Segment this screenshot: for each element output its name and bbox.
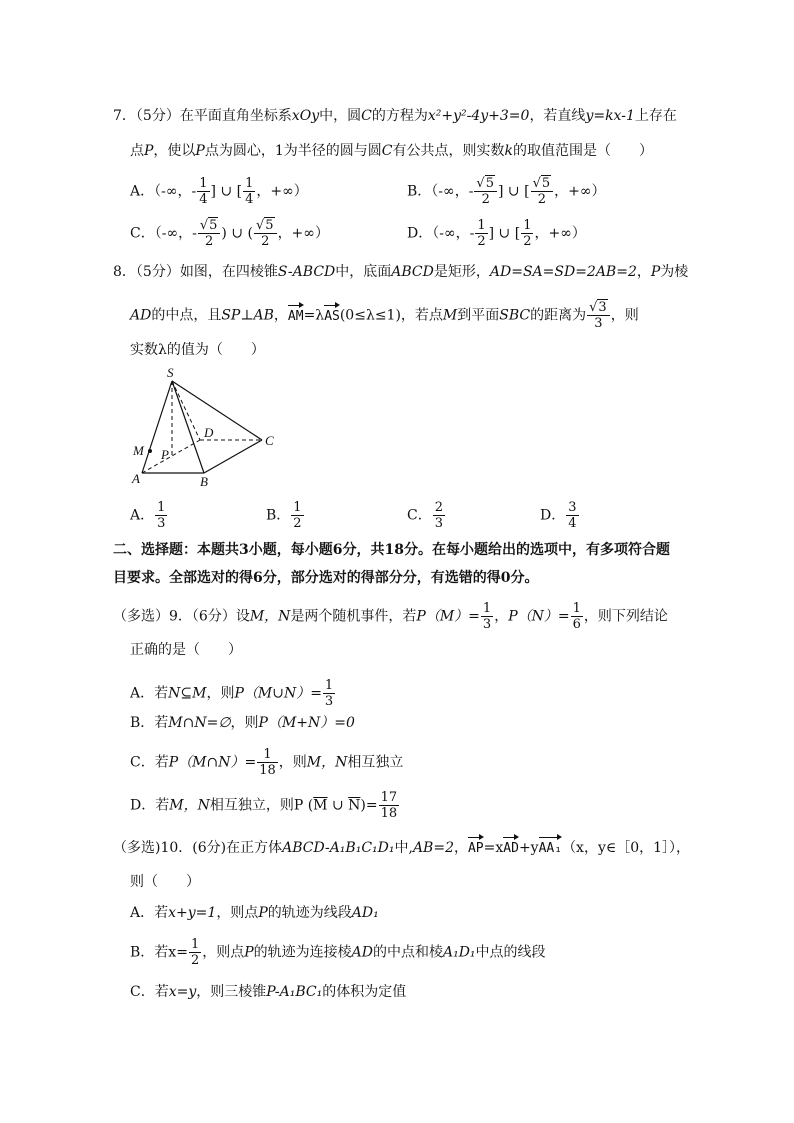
fraction [291, 500, 303, 531]
text: ∪ [327, 797, 349, 814]
text: ] ∪ [ [488, 225, 521, 242]
text: =λ [303, 307, 325, 324]
text: 到平面 [457, 307, 500, 324]
text: 的体积为定值 [322, 984, 407, 1000]
text: ， [273, 307, 288, 324]
text: ，+∞） [256, 183, 308, 200]
equation: x²+y²-4y+3=0 [427, 108, 530, 124]
text: 中，底面 [335, 264, 392, 280]
numerator: 1 [572, 601, 581, 616]
text: B．若 [130, 715, 169, 731]
text: ，+∞） [554, 183, 606, 200]
option-label: A． [130, 183, 155, 200]
math: N⊆M [168, 685, 207, 702]
q7-option-a [130, 176, 308, 207]
text: 的轨迹为线段 [267, 905, 352, 921]
text: 相互独立 [347, 754, 404, 771]
label-D: D [204, 425, 214, 440]
text: )= [360, 797, 378, 814]
q7-option-d [407, 218, 586, 249]
math: k [504, 143, 513, 159]
text: （-∞，- [431, 183, 474, 200]
math: SP⊥AB [221, 307, 274, 324]
q8-line-1 [113, 262, 688, 282]
text: ，则 [230, 715, 259, 731]
numerator: 1 [482, 601, 492, 616]
fraction [521, 218, 533, 249]
fraction [474, 176, 497, 207]
numerator: 1 [523, 218, 532, 233]
fraction [197, 176, 209, 207]
denominator: 2 [204, 234, 214, 249]
math: ABCD [391, 264, 434, 280]
numerator: 1 [293, 500, 302, 515]
text: 相互独立，则 [209, 797, 294, 814]
text: ，则点 [216, 905, 259, 921]
text: 实数λ的值为（ ） [130, 342, 265, 358]
numerator: √5 [198, 218, 221, 234]
numerator: 1 [190, 937, 200, 952]
complement-M: $\overline{M}$ [313, 797, 328, 814]
q9-option-b [130, 713, 355, 733]
math: P（M）= [416, 608, 480, 625]
q8-option-b [266, 500, 305, 531]
text: =x [483, 840, 504, 856]
option-label: C． [407, 507, 432, 524]
math: AD [351, 944, 373, 961]
math: M∩N=∅ [168, 715, 231, 731]
text: 的中点和棱 [372, 944, 443, 961]
text: ，则 [278, 754, 307, 771]
numerator: 2 [434, 500, 443, 515]
fraction [481, 601, 493, 632]
q9-option-d [130, 790, 400, 821]
math: x= [168, 944, 188, 961]
math: AD [130, 307, 152, 324]
text: （-∞，- [432, 225, 475, 242]
math: M，N [306, 754, 348, 771]
denominator: 3 [157, 516, 166, 531]
math: A₁D₁ [442, 944, 476, 961]
text: （-∞，- [154, 183, 197, 200]
q9-line-2: 正确的是（ ） [130, 642, 242, 658]
fraction [571, 601, 583, 632]
label-B: B [200, 474, 208, 489]
q10-line-1 [113, 835, 690, 859]
math: P-A₁BC₁ [266, 984, 323, 1000]
math: P（M+N）=0 [258, 715, 355, 731]
fraction [257, 747, 278, 778]
q10-option-c [130, 982, 406, 1002]
math: S-ABCD [277, 264, 336, 280]
edge-SC [172, 381, 262, 440]
math: M，N [249, 608, 291, 625]
option-label: D． [407, 225, 433, 242]
fraction [531, 176, 554, 207]
math: SBC [499, 307, 531, 324]
text: C．若 [130, 754, 169, 771]
text: ，则三棱锥 [196, 984, 267, 1000]
text: ] ∪ [ [498, 183, 530, 200]
numerator: √5 [254, 218, 277, 234]
text: 中点的线段 [475, 944, 546, 961]
text: 7．（5分）在平面直角坐标系 [113, 108, 292, 124]
label-C: C [265, 433, 274, 448]
denominator: 3 [594, 316, 603, 331]
math: C [361, 108, 372, 124]
denominator: 18 [380, 806, 398, 821]
numerator: 3 [568, 500, 577, 515]
text: 是两个随机事件，若 [290, 608, 417, 625]
math: P（M∪N）= [234, 685, 322, 702]
q9-option-c [130, 747, 403, 778]
pyramid-figure [130, 365, 290, 490]
fraction [379, 790, 400, 821]
equation: AD=SA=SD=2AB=2 [489, 264, 637, 280]
denominator: 18 [259, 763, 276, 778]
math: P（N）= [508, 608, 570, 625]
math: xOy [291, 108, 320, 124]
label-S: S [167, 365, 174, 380]
text: 有公共点，则实数 [392, 143, 505, 159]
math: P [650, 264, 661, 280]
q9-option-a [130, 678, 336, 709]
denominator: 6 [572, 617, 581, 632]
text: ，则 [610, 307, 639, 324]
q8-option-a [130, 500, 168, 531]
q10-option-b [130, 937, 546, 968]
option-label: B． [407, 183, 432, 200]
text: ) ∪ ( [221, 225, 253, 242]
text: 是矩形， [433, 264, 490, 280]
math: C [381, 143, 393, 159]
math: x+y=1 [168, 905, 217, 921]
text: ，则下列结论 [583, 608, 668, 625]
text: 上存在 [634, 108, 677, 124]
math: AD₁ [351, 905, 379, 921]
q8-option-d [540, 500, 580, 531]
q7-line-1 [113, 106, 677, 126]
vector: AP [468, 835, 484, 859]
text: ，使以 [153, 143, 196, 159]
q8-option-c [407, 500, 446, 531]
point-M [148, 449, 152, 453]
denominator: 3 [324, 694, 334, 709]
fraction [433, 500, 445, 531]
fraction [189, 937, 201, 968]
vector: AD [503, 835, 519, 859]
text: ， [494, 608, 509, 625]
edge-SB [172, 381, 204, 473]
numerator: 1 [157, 500, 166, 515]
numerator: 17 [380, 790, 398, 805]
text: 中，圆 [319, 108, 362, 124]
math: M [442, 307, 458, 324]
option-label: C． [130, 225, 155, 242]
denominator: 4 [568, 516, 577, 531]
q10-line-2: 则（ ） [130, 874, 200, 890]
text: D．若 [130, 797, 170, 814]
section-heading-line-2: 目要求。全部选对的得6分，部分选对的得部分分，有选错的得0分。 [113, 570, 539, 586]
numerator: 1 [477, 218, 486, 233]
text: ，则 [206, 685, 235, 702]
math: P（M∩N）= [168, 754, 257, 771]
option-label: D． [540, 507, 566, 524]
numerator: √3 [587, 300, 610, 316]
text: （多选）9．（6分）设 [113, 608, 250, 625]
text: 点为圆心，1为半径的圆与圆 [204, 143, 382, 159]
text: ， [636, 264, 651, 280]
math: P [244, 944, 254, 961]
text: 的中点，且 [151, 307, 222, 324]
numerator: √5 [531, 176, 554, 192]
numerator: 1 [199, 176, 208, 191]
q7-option-b [407, 176, 606, 207]
q8-line-3 [130, 340, 265, 360]
label-P: P [161, 447, 169, 462]
text: （多选)10．(6分)在正方体 [113, 840, 283, 856]
math: M，N [169, 797, 210, 814]
text: +y [518, 840, 539, 856]
denominator: 2 [523, 234, 532, 249]
text: （x，y∈［0，1］）， [562, 840, 691, 856]
denominator: 3 [434, 516, 443, 531]
text: 的轨迹为连接棱 [253, 944, 352, 961]
q8-line-2 [130, 300, 639, 331]
text: （-∞，- [154, 225, 197, 242]
option-label: A． [130, 507, 155, 524]
vector: AA₁ [539, 835, 562, 859]
vector: AM [288, 303, 304, 327]
text: P ( [293, 797, 314, 814]
math: P [195, 143, 205, 159]
math: P [144, 143, 154, 159]
text: 的取值范围是（ ） [512, 143, 653, 159]
text: A．若 [130, 685, 169, 702]
text: 8．（5分）如图，在四棱锥 [113, 264, 278, 280]
text: A．若 [130, 905, 169, 921]
q10-option-a [130, 903, 379, 923]
complement-N: $\overline{N}$ [348, 797, 361, 814]
denominator: 2 [477, 234, 486, 249]
math: ABCD-A₁B₁C₁D₁ [282, 840, 395, 856]
fraction [155, 500, 167, 531]
denominator: 4 [199, 192, 208, 207]
text: ， [453, 840, 468, 856]
text: ，若直线 [529, 108, 586, 124]
fraction [254, 218, 277, 249]
fraction [243, 176, 255, 207]
q9-line-1 [113, 601, 668, 632]
numerator: 1 [324, 678, 334, 693]
fraction [323, 678, 335, 709]
text: ] ∪ [ [210, 183, 243, 200]
label-M: M [133, 443, 144, 458]
text: 的方程为 [371, 108, 428, 124]
text: ，则点 [202, 944, 245, 961]
denominator: 2 [537, 192, 546, 207]
text: (0≤λ≤1) [339, 307, 401, 324]
fraction [566, 500, 578, 531]
denominator: 3 [482, 617, 492, 632]
text: 的距离为 [530, 307, 587, 324]
edge-BC [204, 440, 262, 473]
fraction [475, 218, 487, 249]
equation: y=kx-1 [585, 108, 635, 124]
fraction [587, 300, 610, 331]
denominator: 2 [190, 953, 200, 968]
math: P [258, 905, 268, 921]
text: ，+∞） [277, 225, 329, 242]
math: AB=2 [412, 840, 454, 856]
numerator: 1 [257, 747, 278, 763]
numerator: 1 [245, 176, 254, 191]
q7-option-c [130, 218, 329, 249]
q7-line-2 [130, 141, 653, 161]
text: C．若 [130, 984, 169, 1000]
text: B．若 [130, 944, 169, 961]
numerator: √5 [474, 176, 497, 192]
text: ，+∞） [534, 225, 586, 242]
denominator: 2 [261, 234, 270, 249]
denominator: 2 [293, 516, 302, 531]
text: ，若点 [400, 307, 443, 324]
text: 为棱 [660, 264, 689, 280]
section-heading-line-1: 二、选择题：本题共3小题，每小题6分，共18分。在每小题给出的选项中，有多项符合题 [113, 542, 670, 558]
text: 点 [130, 143, 144, 159]
denominator: 4 [245, 192, 254, 207]
option-label: B． [266, 507, 291, 524]
vector: AS [324, 303, 340, 327]
label-A: A [132, 471, 140, 486]
denominator: 2 [481, 192, 490, 207]
text: 中, [394, 840, 413, 856]
math: x=y [168, 984, 197, 1000]
fraction [198, 218, 221, 249]
